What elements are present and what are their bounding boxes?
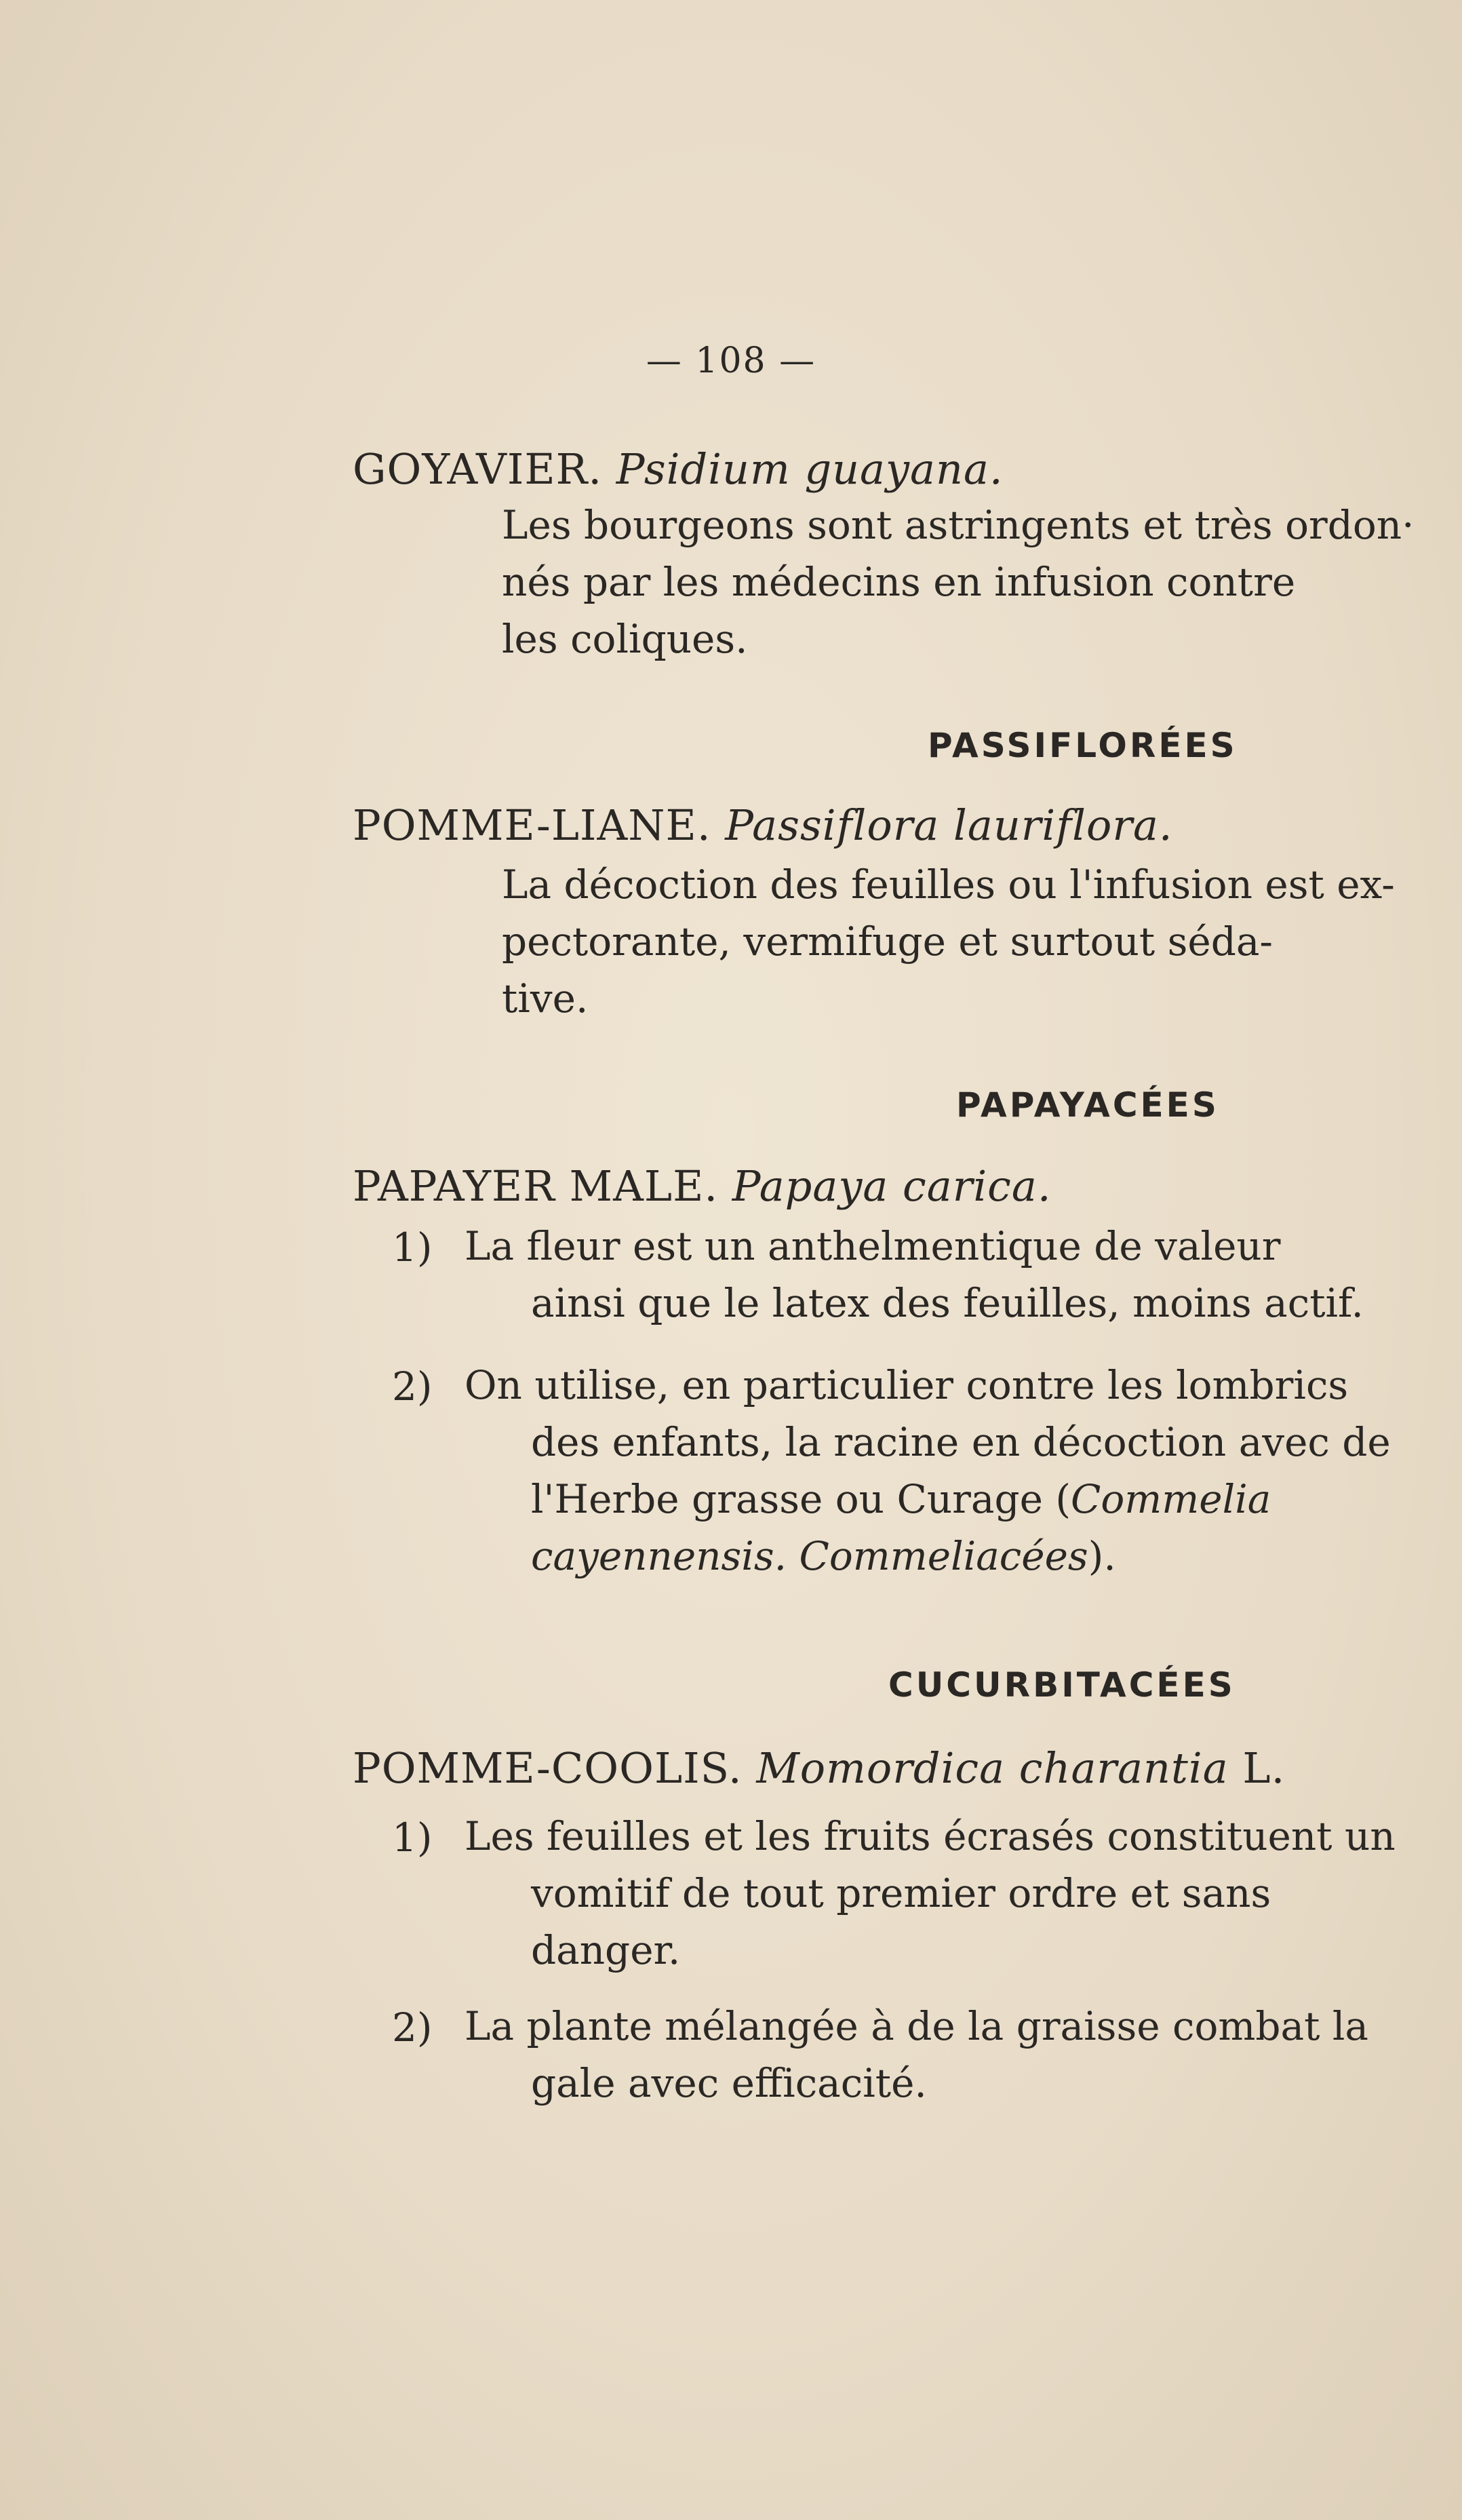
author-abbrev: L.: [1242, 1743, 1286, 1793]
item-papayer-2: [465, 1357, 1391, 1585]
text-line: La fleur est un anthelmentique de valeur: [465, 1223, 1281, 1269]
page-number: — 108 —: [646, 341, 816, 381]
section-title-papayacees: PAPAYACÉES: [956, 1085, 1219, 1125]
entry-name: POMME-COOLIS.: [353, 1743, 743, 1793]
entry-heading-pomme-coolis: [353, 1743, 1285, 1793]
text-line: vomitif de tout premier ordre et sans: [531, 1870, 1271, 1916]
entry-name: PAPAYER MALE.: [353, 1161, 719, 1211]
item-pomme-coolis-1: [465, 1808, 1396, 1979]
text-line: tive.: [502, 975, 589, 1022]
text-line: [531, 1471, 1339, 1528]
text-line: gale avec efficacité.: [531, 2060, 927, 2106]
text-segment: ).: [1088, 1533, 1116, 1579]
item-number: 2): [392, 2004, 433, 2051]
text-line: danger.: [531, 1927, 681, 1973]
entry-description-pomme-liane: [502, 856, 1395, 1027]
item-number: 1): [392, 1815, 433, 1861]
section-title-passiflorees: PASSIFLORÉES: [928, 726, 1238, 765]
latin-name: cayennensis. Commeliacées: [531, 1533, 1088, 1579]
entry-description-goyavier: [502, 497, 1415, 667]
text-line: On utilise, en particulier contre les lombrics: [465, 1362, 1349, 1408]
text-line: pectorante, vermifuge et surtout séda-: [502, 918, 1273, 965]
entry-heading-pomme-liane: [353, 800, 1173, 850]
text-line: [531, 1528, 1339, 1585]
entry-name: GOYAVIER.: [353, 444, 603, 494]
item-pomme-coolis-2: [465, 1998, 1368, 2112]
latin-name: Papaya carica.: [732, 1161, 1052, 1211]
latin-name: Commelia: [1071, 1476, 1271, 1522]
text-line: La plante mélangée à de la graisse combat la: [465, 2003, 1368, 2049]
text-line: Les bourgeons sont astringents et très ordon·: [502, 502, 1415, 548]
item-number: 2): [392, 1363, 433, 1410]
text-line: nés par les médecins en infusion contre: [502, 559, 1296, 605]
text-segment: l'Herbe grasse ou Curage (: [531, 1476, 1071, 1522]
latin-name: Psidium guayana.: [616, 444, 1004, 494]
item-papayer-1: [465, 1218, 1364, 1332]
text-line: les coliques.: [502, 616, 748, 662]
entry-heading-papayer-male: [353, 1161, 1052, 1211]
entry-heading-goyavier: [353, 444, 1004, 494]
text-line: ainsi que le latex des feuilles, moins actif.: [531, 1280, 1364, 1326]
item-number: 1): [392, 1224, 433, 1271]
text-line: Les feuilles et les fruits écrasés constituent un: [465, 1813, 1396, 1859]
section-title-cucurbitacees: CUCURBITACÉES: [888, 1665, 1236, 1705]
text-line: des enfants, la racine en décoction avec de: [531, 1419, 1391, 1465]
latin-name: Passiflora lauriflora.: [725, 800, 1173, 850]
text-line: La décoction des feuilles ou l'infusion est ex-: [502, 861, 1395, 908]
latin-name: Momordica charantia: [756, 1743, 1229, 1793]
entry-name: POMME-LIANE.: [353, 800, 711, 850]
